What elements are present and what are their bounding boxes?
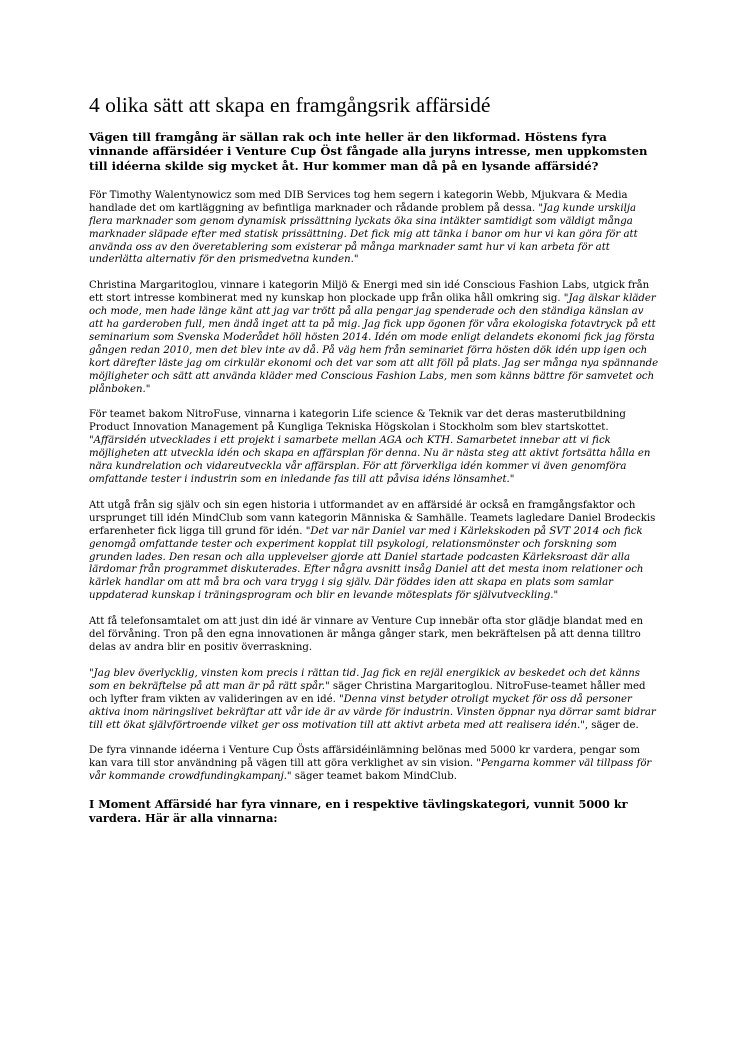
article-title: 4 olika sätt att skapa en framgångsrik affärsidé [89, 93, 491, 117]
paragraph-text: Att utgå från sig själv och sin egen historia i utformandet av en affärsidé är också en framgångsfaktor och ursprunget till idén MindClub som vann kategorin Människa & Samhälle. Teamets lagledare Daniel Brodeckis erfarenheter fick ligga till grund för idén. [89, 499, 656, 537]
paragraph-text: De fyra vinnande idéerna i Venture Cup Östs affärsidéinlämning belönas med 5000 kr vardera, pengar som kan vara till stor användning på vägen till att göra verklighet av sin vision. [89, 745, 641, 770]
quote-text: "Det var när Daniel var med i Kärlekskoden på SVT 2014 och fick genomgå omfattande tester och experiment kopplat till psykologi, relationsmönster och forskning som grunden lades. Den resan och alla upplevelser gjorde att Daniel startade podcasten Kärleksroast där alla lärdomar från programmet diskuterades. Efter några avsnitt insåg Daniel att det mesta inom relationer och kärlek handlar om att må bra och vara trygg i sig själv. Där föddes iden att skapa en plats som samlar uppdaterad kunskap i träningsprogram och blir en levande mötesplats för självutveckling." [89, 525, 644, 602]
article-lead: Vägen till framgång är sällan rak och inte heller är den likformad. Höstens fyra vinnande affärsidéer i Venture Cup Öst fångade alla juryns intresse, men uppkomsten till idéerna skilde sig mycket åt. Hur kommer man då på en lysande affärsidé? [89, 130, 648, 173]
quote-text: "Denna vinst betyder otroligt mycket för oss då personer aktiva inom näringslivet bekräftar att vår ide är av värde för industrin. Vinsten öppnar nya dörrar samt bidrar till ett ökat självförtroende vilket ger oss motivation till att aktivt arbeta med att realisera idén." [89, 693, 656, 731]
paragraph-nitrofuse [89, 409, 659, 486]
paragraph-quotes [89, 668, 659, 733]
paragraph-text: säger teamet bakom MindClub. [291, 771, 457, 783]
paragraph-text: För Timothy Walentynowicz som med DIB Services tog hem segern i kategorin Webb, Mjukvara & Media handlade det om kartläggning av befintliga marknader och rådande problem på dessa. [89, 189, 628, 214]
paragraph-mindclub [89, 500, 659, 603]
quote-text: "Jag blev överlycklig, vinsten kom precis i rättan tid. Jag fick en rejäl energikick av beskedet och det känns som en bekräftelse på att man är på rätt spår." [89, 667, 640, 692]
closing-heading: I Moment Affärsidé har fyra vinnare, en i respektive tävlingskategori, vunnit 5000 kr vardera. Här är alla vinnarna: [89, 797, 628, 826]
quote-text: "Affärsidén utvecklades i ett projekt i samarbete mellan AGA och KTH. Samarbetet innebar att vi fick möjligheten att utveckla idén och skapa en affärsplan för denna. Nu är nästa steg att aktivt fortsätta hålla en nära kundrelation och vidareutveckla vår affärsplan. För att förverkliga idén kommer vi även genomföra omfattande tester i industrin som en inledande fas till att påvisa idéns lönsamhet." [89, 435, 651, 486]
paragraph-text: För teamet bakom NitroFuse, vinnarna i kategorin Life science & Teknik var det deras masterutbildning Product Innovation Management på Kungliga Tekniska Högskolan i Stockholm som blev startskottet. [89, 409, 626, 434]
paragraph-telefonsamtalet: Att få telefonsamtalet om att just din idé är vinnare av Venture Cup innebär ofta stor glädje blandat med en del förvåning. Tron på den egna innovationen är många gånger stark, men bekräftelsen på att denna tilltro delas av andra blir en positiv överraskning. [89, 616, 644, 653]
paragraph-text: , säger de. [584, 719, 639, 731]
quote-text: "Jag älskar kläder och mode, men hade länge känt att jag var trött på alla pengar jag spenderade och den ständiga känslan av att ha garderoben full, men ändå inget att ta på mig. Jag fick upp ögonen för våra ekologiska fotavtryck på ett seminarium som Svenska Moderådet höll hösten 2014. Idén om mode enligt delandets ekonomi fick jag första gången redan 2010, men det blev inte av då. På väg hem från seminariet förra hösten dök idén upp igen och kort därefter läste jag om cirkulär ekonomi och det var som att allt föll på plats. Jag ser många nya spännande möjligheter och sätt att använda kläder med Conscious Fashion Labs, men som känns bättre för samvetet och plånboken." [89, 293, 659, 395]
paragraph-conscious-fashion-labs [89, 280, 659, 396]
paragraph-dib-services [89, 190, 659, 267]
quote-text: "Jag kunde urskilja flera marknader som genom dynamisk prissättning lyckats öka sina intäkter samtidigt som väldigt många marknader släpade efter med statisk prissättning. Det fick mig att tänka i banor om hur vi kan göra för att använda oss av den överetablering som existerar på många marknader samt hur vi kan arbeta för att underlätta alternativ för den prismedvetna kunden." [89, 202, 638, 266]
paragraph-text: säger Christina Margaritoglou. NitroFuse-teamet håller med och lyfter fram vikten av valideringen av en idé. [89, 680, 646, 705]
paragraph-text: Christina Margaritoglou, vinnare i kategorin Miljö & Energi med sin idé Conscious Fashion Labs, utgick från ett stort intresse kombinerat med ny kunskap hon plockade upp från olika håll omkring sig. [89, 280, 650, 305]
document-page [89, 92, 659, 826]
paragraph-prize [89, 745, 659, 784]
quote-text: "Pengarna kommer väl tillpass för vår kommande crowdfundingkampanj." [89, 758, 652, 783]
